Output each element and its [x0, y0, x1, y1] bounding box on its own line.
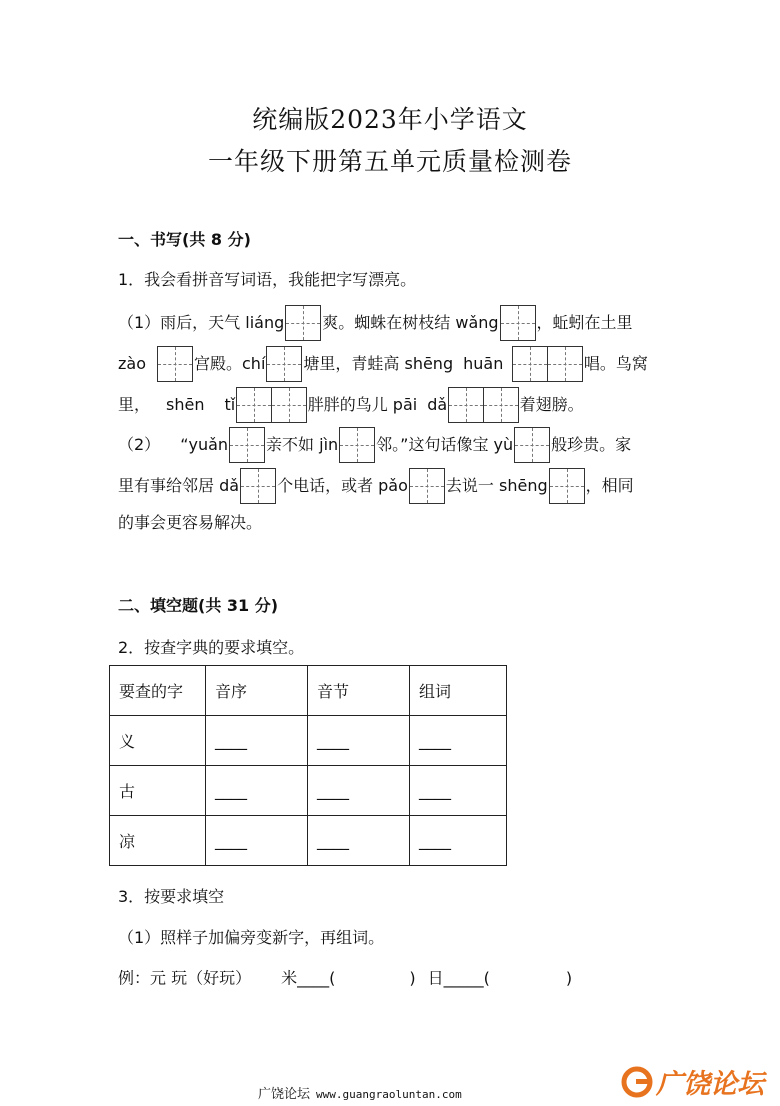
table-row [110, 716, 507, 766]
footer-site-name: 广饶论坛 [258, 1087, 311, 1102]
table-cell-blank[interactable]: ____ [410, 716, 507, 766]
answer-boxes[interactable] [549, 468, 585, 504]
table-header-row [110, 666, 507, 716]
answer-boxes[interactable] [339, 427, 375, 463]
tianzige-box[interactable] [448, 387, 484, 423]
tianzige-box[interactable] [240, 468, 276, 504]
q1-line1-text-c: ，蚯蚓在土里 [536, 313, 633, 332]
table-cell-blank[interactable]: ____ [206, 716, 308, 766]
q1-line4 [118, 427, 631, 455]
table-row [110, 816, 507, 866]
q3-example-text: 例：元 玩（好玩） [118, 968, 252, 988]
table-cell-character: 义 [110, 716, 206, 766]
q3-sub1: （1）照样子加偏旁变新字，再组词。 [118, 928, 385, 947]
q1-line2-text-b: 宫殿。chí [194, 354, 266, 373]
q1-line2-text-d: huān [463, 354, 504, 373]
table-header-cell: 组词 [410, 666, 507, 716]
tianzige-box[interactable] [409, 468, 445, 504]
table-cell-blank[interactable]: ____ [206, 816, 308, 866]
table-row [110, 766, 507, 816]
table-header-cell: 音序 [206, 666, 308, 716]
q1-prompt: 1．我会看拼音写词语，我能把字写漂亮。 [118, 270, 417, 289]
tianzige-box[interactable] [512, 346, 548, 382]
q1-line2-text-a: zào [118, 354, 146, 373]
footer-url[interactable]: www.guangraoluntan.com [316, 1088, 462, 1101]
answer-boxes[interactable] [266, 346, 302, 382]
answer-boxes[interactable] [157, 346, 193, 382]
q3-blank-ri[interactable]: 日_____( [427, 968, 490, 988]
q1-line3-text-f: 着翅膀。 [519, 395, 584, 414]
site-logo [620, 1060, 772, 1106]
table-cell-blank[interactable]: ____ [308, 816, 410, 866]
tianzige-box[interactable] [547, 346, 583, 382]
q1-line2 [118, 346, 648, 374]
tianzige-box[interactable] [339, 427, 375, 463]
document-title-line2: 一年级下册第五单元质量检测卷 [207, 147, 572, 176]
tianzige-box[interactable] [483, 387, 519, 423]
q1-line1-text-b: 爽。蜘蛛在树枝结 wǎng [322, 313, 499, 332]
q1-line5-text-a: 里有事给邻居 dǎ [118, 476, 240, 495]
q3-blank-mi[interactable]: 米____( [281, 968, 336, 988]
q1-line5 [118, 468, 634, 496]
answer-boxes[interactable] [514, 427, 550, 463]
q1-line6: 的事会更容易解决。 [118, 513, 263, 532]
answer-boxes[interactable] [512, 346, 583, 382]
q1-line2-text-e: 唱。鸟窝 [583, 354, 648, 373]
answer-boxes[interactable] [448, 387, 519, 423]
answer-boxes[interactable] [236, 387, 307, 423]
q1-line3-text-b: shēn [166, 395, 205, 414]
table-cell-blank[interactable]: ____ [206, 766, 308, 816]
answer-boxes[interactable] [240, 468, 276, 504]
table-cell-blank[interactable]: ____ [308, 766, 410, 816]
table-cell-blank[interactable]: ____ [410, 766, 507, 816]
answer-boxes[interactable] [409, 468, 445, 504]
dictionary-table [109, 665, 507, 866]
footer [258, 1083, 462, 1102]
q1-line4-text-d: 邻。”这句话像宝 yù [376, 435, 514, 454]
q1-line5-text-d: ，相同 [585, 476, 634, 495]
tianzige-box[interactable] [229, 427, 265, 463]
tianzige-box[interactable] [271, 387, 307, 423]
tianzige-box[interactable] [285, 305, 321, 341]
q1-line4-text-e: 般珍贵。家 [551, 435, 632, 454]
q1-line5-text-c: 去说一 shēng [445, 476, 548, 495]
q1-line4-text-c: 亲不如 jìn [266, 435, 339, 454]
q1-line3-text-c: tǐ [224, 395, 236, 414]
tianzige-box[interactable] [549, 468, 585, 504]
table-header-cell: 要查的字 [110, 666, 206, 716]
answer-boxes[interactable] [285, 305, 321, 341]
q1-line3-text-a: 里， [118, 395, 151, 414]
table-cell-character: 古 [110, 766, 206, 816]
q2-prompt: 2．按查字典的要求填空。 [118, 638, 305, 657]
q1-line1-text-a: （1）雨后，天气 liáng [118, 313, 285, 332]
tianzige-box[interactable] [157, 346, 193, 382]
q1-line1 [118, 305, 633, 333]
q3-prompt: 3．按要求填空 [118, 887, 225, 906]
answer-boxes[interactable] [500, 305, 536, 341]
q1-line3-text-d: 胖胖的鸟儿 pāi [307, 395, 418, 414]
table-cell-blank[interactable]: ____ [308, 716, 410, 766]
document-title-line1: 统编版2023年小学语文 [252, 105, 528, 134]
tianzige-box[interactable] [500, 305, 536, 341]
answer-boxes[interactable] [229, 427, 265, 463]
tianzige-box[interactable] [236, 387, 272, 423]
q3-paren-close-2: ) [565, 968, 573, 988]
section1-heading: 一、书写(共 8 分) [118, 230, 251, 249]
section2-heading: 二、填空题(共 31 分) [118, 596, 279, 615]
q1-line3-text-e: dǎ [427, 395, 448, 414]
tianzige-box[interactable] [514, 427, 550, 463]
q1-line4-text-b: “yuǎn [180, 435, 229, 454]
q1-line3 [118, 387, 584, 415]
q3-paren-close-1: ) [409, 968, 416, 988]
logo-text: 广饶论坛 [656, 1069, 764, 1100]
site-logo-icon [620, 1060, 772, 1102]
q3-example [118, 964, 572, 992]
q1-line4-text-a: （2） [118, 435, 161, 454]
tianzige-box[interactable] [266, 346, 302, 382]
q1-line5-text-b: 个电话，或者 pǎo [277, 476, 408, 495]
table-cell-blank[interactable]: ____ [410, 816, 507, 866]
q1-line2-text-c: 塘里，青蛙高 shēng [303, 354, 454, 373]
table-header-cell: 音节 [308, 666, 410, 716]
table-cell-character: 凉 [110, 816, 206, 866]
